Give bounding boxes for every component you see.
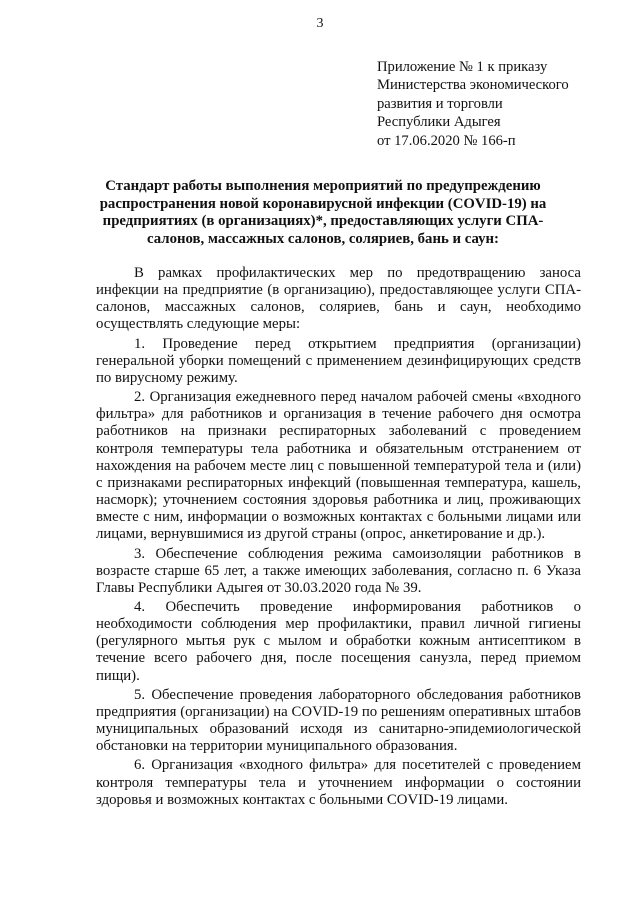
measure-paragraph: 6. Организация «входного фильтра» для посетителей с проведением контроля температуры тела и уточнением информации о состоянии здоровья и возможных контактах с больными COVID-19 лицами.: [96, 757, 581, 808]
measure-paragraph: 1. Проведение перед открытием предприятия (организации) генеральной уборки помещений с применением дезинфицирующих средств по вирусному режиму.: [96, 335, 581, 386]
measure-paragraph: 3. Обеспечение соблюдения режима самоизоляции работников в возрасте старше 65 лет, а также имеющих заболевания, согласно п. 6 Указа Главы Республики Адыгея от 30.03.2020 года № 39.: [96, 545, 581, 596]
intro-paragraph: В рамках профилактических мер по предотвращению заноса инфекции на предприятие (в организацию), предоставляющее услуги СПА-салонов, массажных салонов, соляриев, бань и саун, необходимо осуществлять следующие меры:: [96, 265, 581, 333]
appendix-line: от 17.06.2020 № 166-п: [377, 132, 516, 149]
page-number: 3: [316, 16, 324, 31]
appendix-header: [377, 58, 569, 150]
measure-paragraph: 4. Обеспечить проведение информирования работников о необходимости соблюдения мер профилактики, правил личной гигиены (регулярного мытья рук с мылом и обработки кожным антисептиком в течение всего рабочего дня, после посещения санузла, перед приемом пищи).: [96, 598, 581, 684]
measure-paragraph: 2. Организация ежедневного перед началом рабочей смены «входного фильтра» для работников и организация в течение рабочего дня осмотра работников на признаки респираторных заболеваний с проведением контроля температуры тела работника и обязательным отстранением от нахождения на рабочем месте лиц с повышенной температурой тела и (или) с признаками респираторных инфекций (повышенная температура, кашель, насморк); уточнением состояния здоровья работника и лиц, проживающих вместе с ним, информации о возможных контактах с больными лицами или лицами, вернувшимися из другой страны (опрос, анкетирование и др.).: [96, 389, 581, 543]
appendix-line: развития и торговли: [377, 95, 503, 112]
measure-paragraph: 5. Обеспечение проведения лабораторного обследования работников предприятия (организации) на COVID-19 по решениям оперативных штабов муниципальных образований исходя из санитарно-эпидемиологической обстановки на территории муниципального образования.: [96, 686, 581, 755]
appendix-line: Республики Адыгея: [377, 114, 501, 131]
document-body: [96, 265, 581, 811]
appendix-line: Министерства экономического: [377, 77, 569, 94]
appendix-line: Приложение № 1 к приказу: [377, 59, 548, 75]
document-title: Стандарт работы выполнения мероприятий по предупреждению распространения новой коронавирусной инфекции (COVID-19) на предприятиях (в организациях)*, предоставляющих услуги СПА-салонов, массажных салонов, соляриев, бань и саун:: [99, 178, 547, 247]
